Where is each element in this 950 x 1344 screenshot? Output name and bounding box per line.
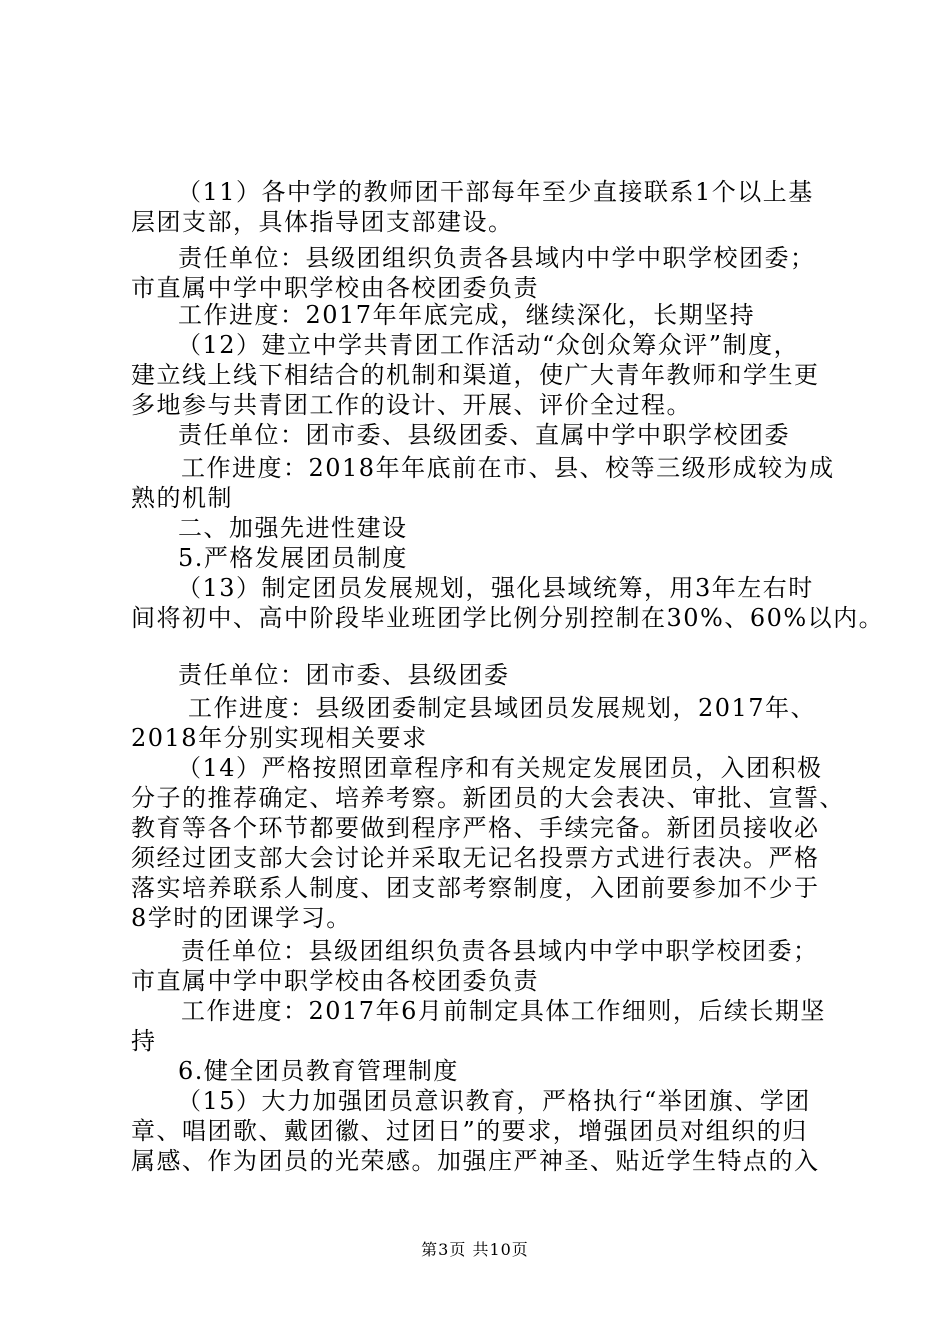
page-footer: 第3页 共10页 [421, 1240, 529, 1259]
section-heading: 二、加强先进性建设 [178, 514, 408, 542]
text-line: 工作进度：2018年年底前在市、县、校等三级形成较为成 [181, 454, 835, 482]
text-line: 层团支部，具体指导团支部建设。 [131, 208, 514, 236]
subsection-heading: 5.严格发展团员制度 [178, 544, 408, 572]
text-line: 教育等各个环节都要做到程序严格、手续完备。新团员接收必 [131, 814, 820, 842]
text-line: 章、唱团歌、戴团徽、过团日”的要求，增强团员对组织的归 [131, 1117, 808, 1145]
text-line: （11）各中学的教师团干部每年至少直接联系1个以上基 [177, 178, 814, 206]
text-line: 间将初中、高中阶段毕业班团学比例分别控制在30%、60%以内。 [131, 604, 885, 632]
text-line: 工作进度：2017年6月前制定具体工作细则，后续长期坚 [181, 997, 826, 1025]
text-line: （14）严格按照团章程序和有关规定发展团员，入团积极 [177, 754, 823, 782]
text-line: （12）建立中学共青团工作活动“众创众筹众评”制度， [177, 331, 800, 359]
text-line: （15）大力加强团员意识教育，严格执行“举团旗、学团 [177, 1087, 811, 1115]
text-line: 8学时的团课学习。 [131, 904, 352, 932]
text-line: 分子的推荐确定、培养考察。新团员的大会表决、审批、宣誓、 [131, 784, 845, 812]
text-line: 建立线上线下相结合的机制和渠道，使广大青年教师和学生更 [131, 361, 820, 389]
text-line: 工作进度：2017年年底完成，继续深化，长期坚持 [178, 301, 756, 329]
text-line: 多地参与共青团工作的设计、开展、评价全过程。 [131, 391, 692, 419]
text-line: 责任单位：团市委、县级团委、直属中学中职学校团委 [178, 421, 790, 449]
text-line: （13）制定团员发展规划，强化县域统筹，用3年左右时 [177, 574, 814, 602]
text-line: 2018年分别实现相关要求 [131, 724, 428, 752]
text-line: 市直属中学中职学校由各校团委负责 [131, 967, 539, 995]
text-line: 责任单位：团市委、县级团委 [178, 661, 510, 689]
text-line: 熟的机制 [131, 484, 233, 512]
text-line: 责任单位：县级团组织负责各县域内中学中职学校团委； [181, 937, 819, 965]
text-line: 工作进度：县级团委制定县域团员发展规划，2017年、 [188, 694, 817, 722]
text-line: 市直属中学中职学校由各校团委负责 [131, 274, 539, 302]
text-line: 须经过团支部大会讨论并采取无记名投票方式进行表决。严格 [131, 844, 820, 872]
text-line: 落实培养联系人制度、团支部考察制度，入团前要参加不少于 [131, 874, 820, 902]
subsection-heading: 6.健全团员教育管理制度 [178, 1057, 459, 1085]
text-line: 持 [131, 1027, 157, 1055]
text-line: 责任单位：县级团组织负责各县域内中学中职学校团委； [178, 244, 816, 272]
text-line: 属感、作为团员的光荣感。加强庄严神圣、贴近学生特点的入 [131, 1147, 820, 1175]
